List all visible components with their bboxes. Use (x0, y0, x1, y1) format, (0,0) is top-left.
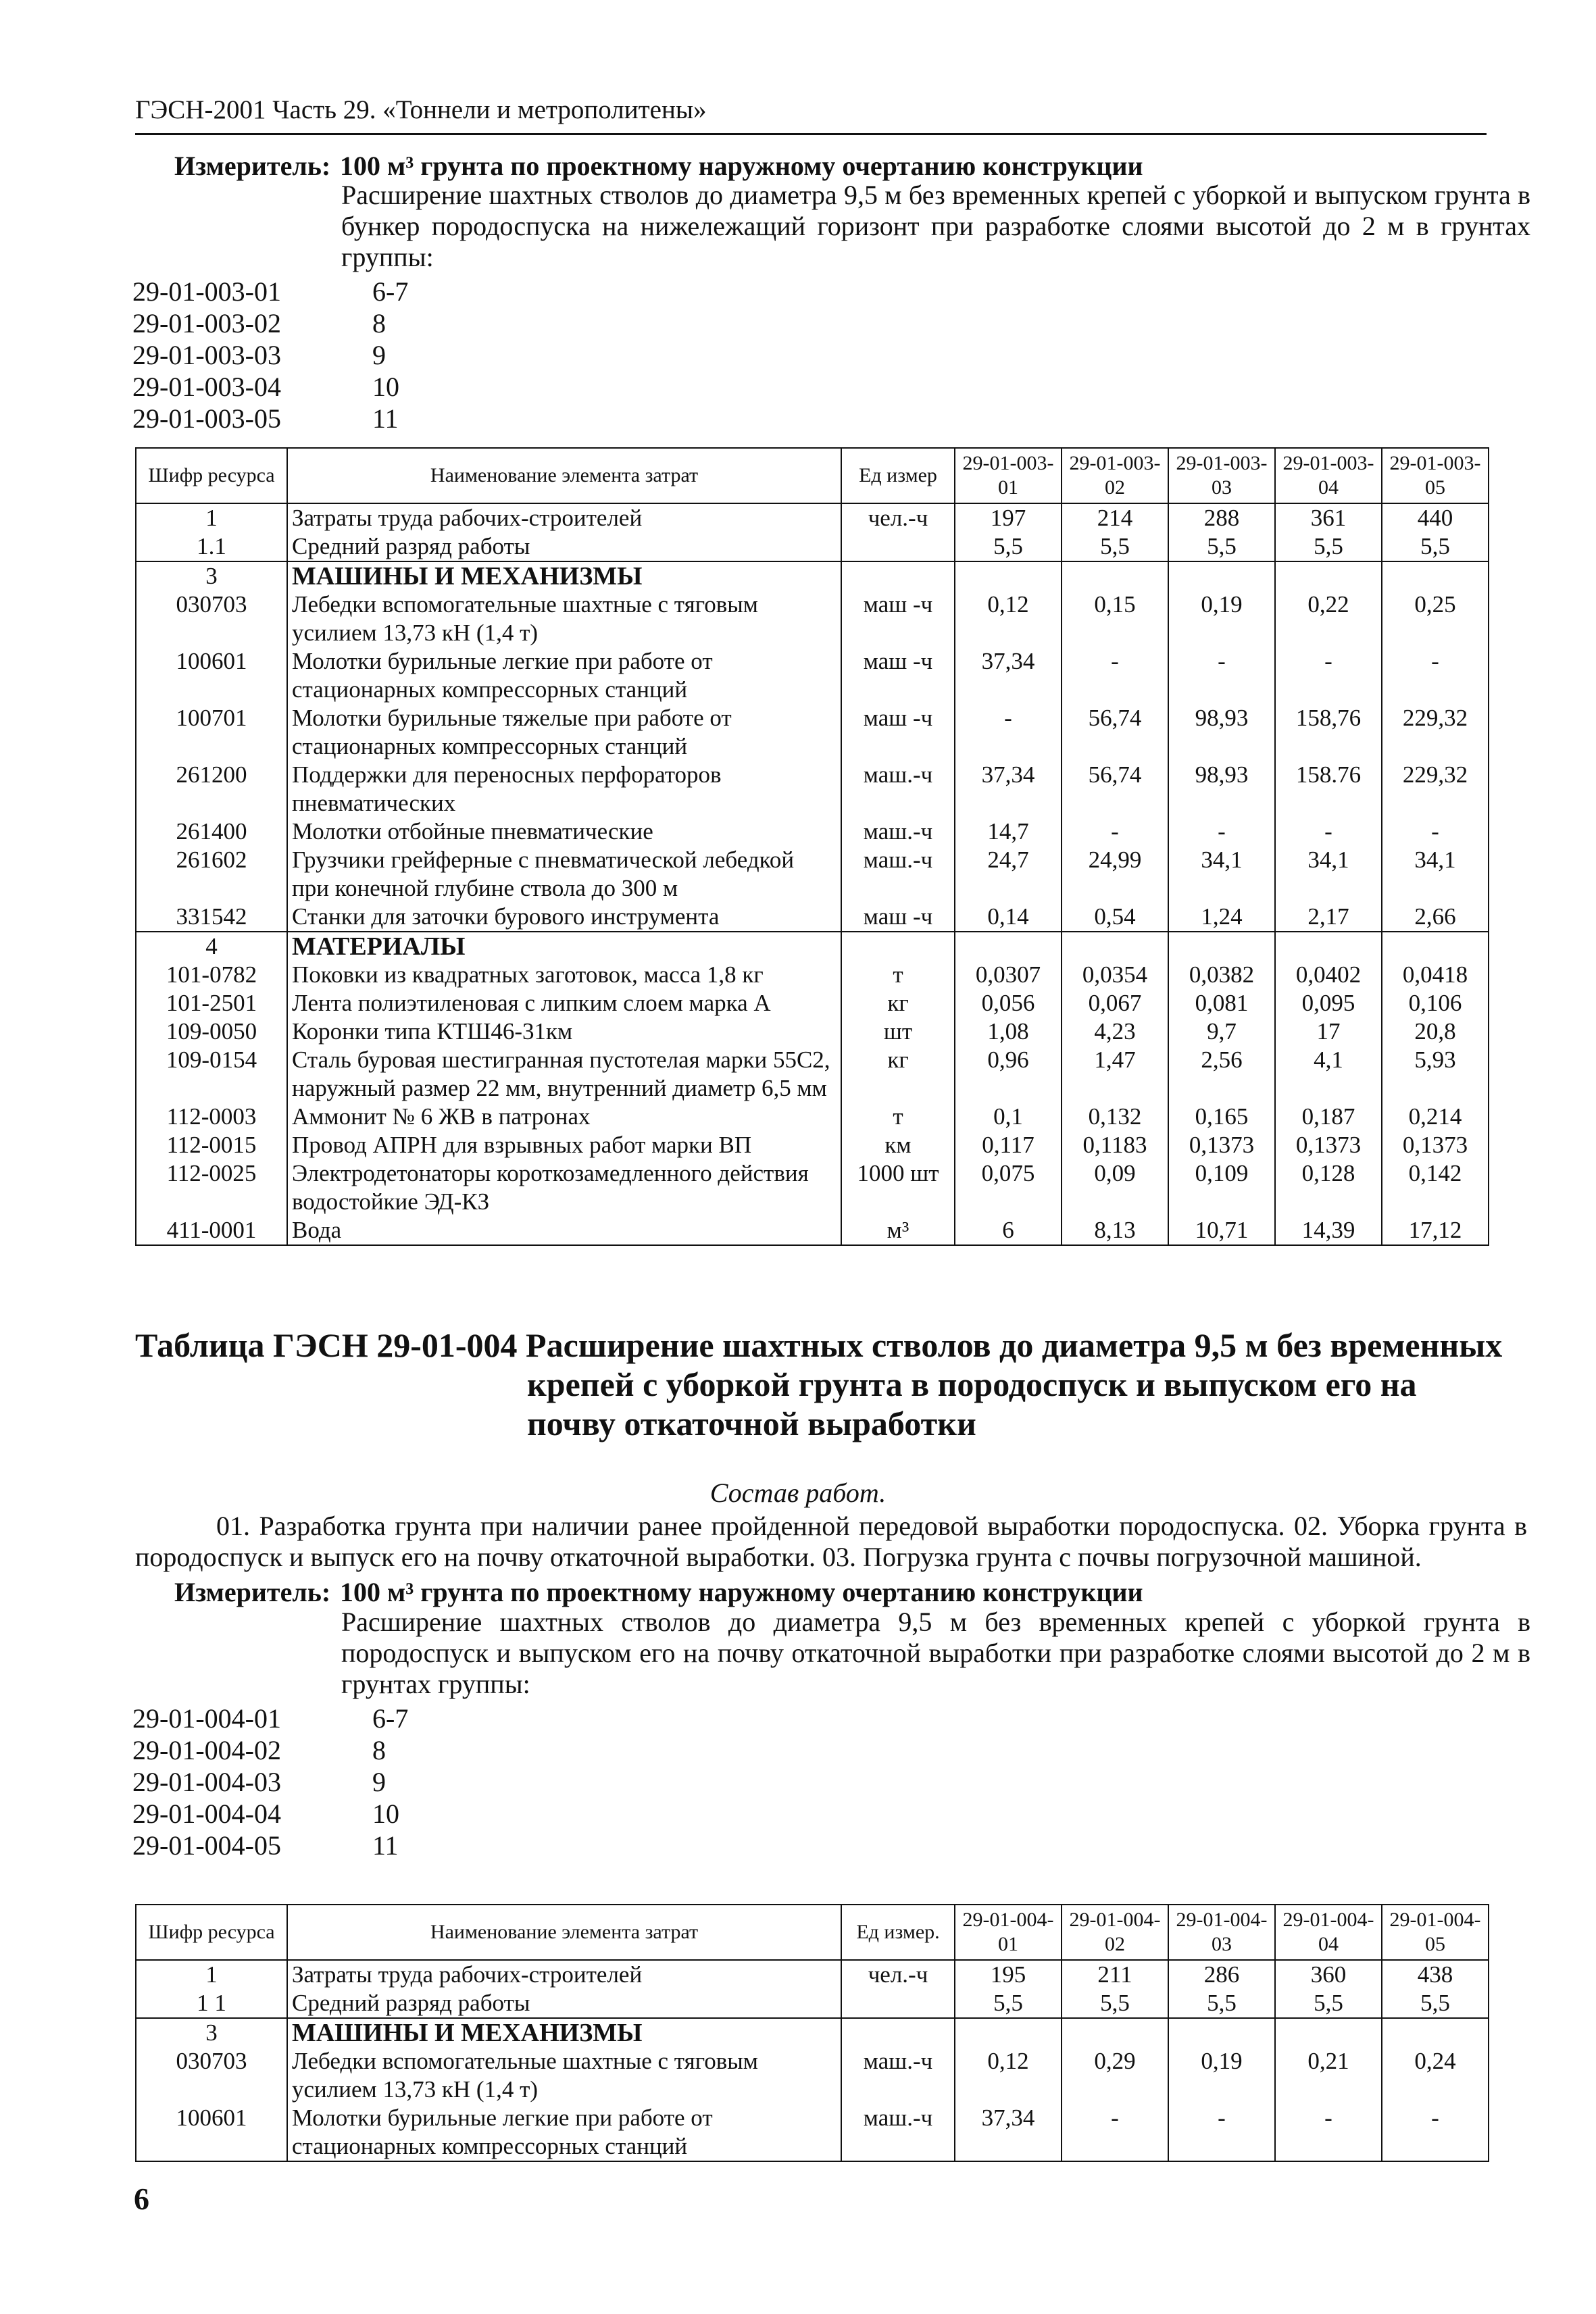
code-row: 29-01-003-04 10 (132, 372, 399, 402)
cell-code: 101-0782 (136, 961, 287, 989)
cell-value: - (1062, 2104, 1168, 2161)
table-row (136, 961, 1489, 989)
cell-name: Грузчики грейферные с пневматической лебедкой при конечной глубине ствола до 300 м (287, 846, 841, 903)
resource-table-2 (135, 1904, 1489, 2162)
cell-value: 0,0307 (955, 961, 1062, 989)
cell-value: 0,1373 (1168, 1131, 1275, 1159)
cell-code: 100601 (136, 647, 287, 704)
cell-name: Лебедки вспомогательные шахтные с тяговым усилием 13,73 кН (1,4 т) (287, 2047, 841, 2104)
code-row: 29-01-004-04 10 (132, 1799, 399, 1829)
cell-name: МАШИНЫ И МЕХАНИЗМЫ (287, 561, 841, 590)
cell-value (1382, 561, 1489, 590)
cell-unit: кг (841, 989, 955, 1017)
cell-value: 0,1373 (1275, 1131, 1382, 1159)
cell-value: 0,0354 (1062, 961, 1168, 989)
header-col: 29-01-003-04 (1275, 448, 1382, 503)
cell-unit: маш.-ч (841, 761, 955, 818)
code-row: 29-01-004-05 11 (132, 1830, 399, 1861)
cell-name: Провод АПРН для взрывных работ марки ВП (287, 1131, 841, 1159)
cell-value: 56,74 (1062, 761, 1168, 818)
cell-code: 1 1 (136, 1989, 287, 2018)
cell-name: МАТЕРИАЛЫ (287, 932, 841, 961)
code-row: 29-01-003-03 9 (132, 340, 386, 370)
cell-value: 98,93 (1168, 761, 1275, 818)
cell-value: - (1275, 2104, 1382, 2161)
measure-text: 100 м³ грунта по проектному наружному очертанию конструкции (340, 151, 1143, 181)
cell-value: 17,12 (1382, 1216, 1489, 1245)
cell-value: - (1168, 818, 1275, 846)
cell-value: 214 (1062, 503, 1168, 532)
cell-code: 100701 (136, 704, 287, 761)
table-row (136, 989, 1489, 1017)
cell-unit (841, 2018, 955, 2047)
cell-code: 261400 (136, 818, 287, 846)
cell-value: 0,96 (955, 1046, 1062, 1103)
cell-name: Сталь буровая шестигранная пустотелая марки 55С2, наружный размер 22 мм, внутренний диаметр 6,5 мм (287, 1046, 841, 1103)
cell-name: Молотки отбойные пневматические (287, 818, 841, 846)
cell-value: 0,187 (1275, 1103, 1382, 1131)
table-row (136, 590, 1489, 647)
cell-value: 8,13 (1062, 1216, 1168, 1245)
cell-name: Молотки бурильные легкие при работе от стационарных компрессорных станций (287, 2104, 841, 2161)
cell-unit: маш.-ч (841, 2047, 955, 2104)
cell-value: 24,99 (1062, 846, 1168, 903)
cell-value: 0,0402 (1275, 961, 1382, 989)
cell-value: 34,1 (1168, 846, 1275, 903)
cell-unit: маш -ч (841, 704, 955, 761)
cell-code: 3 (136, 2018, 287, 2047)
cell-unit: км (841, 1131, 955, 1159)
cell-value: 5,5 (1062, 1989, 1168, 2018)
cell-name: Поковки из квадратных заготовок, масса 1,8 кг (287, 961, 841, 989)
table-title-line-1: Таблица ГЭСН 29-01-004 Расширение шахтных стволов до диаметра 9,5 м без временных (135, 1326, 1503, 1364)
cell-value: - (1382, 2104, 1489, 2161)
cell-value: 211 (1062, 1960, 1168, 1989)
cell-unit (841, 532, 955, 561)
measure-line-2 (174, 1576, 1458, 1608)
code-list-1 (132, 276, 408, 434)
cell-unit: кг (841, 1046, 955, 1103)
table-title-line-2: крепей с уборкой грунта в породоспуск и выпуском его на почву откаточной выработки (527, 1365, 1417, 1442)
cell-value: 9,7 (1168, 1017, 1275, 1046)
cell-value (1382, 932, 1489, 961)
cell-value: 0,081 (1168, 989, 1275, 1017)
page-number: 6 (134, 2182, 149, 2216)
cell-code: 1 (136, 1960, 287, 1989)
cell-code: 109-0050 (136, 1017, 287, 1046)
cell-value: 0,109 (1168, 1159, 1275, 1216)
cell-value (955, 932, 1062, 961)
header-unit: Ед измер (841, 448, 955, 503)
cell-value: 20,8 (1382, 1017, 1489, 1046)
cell-value: 1,24 (1168, 903, 1275, 932)
cell-value: 2,66 (1382, 903, 1489, 932)
cell-value: 0,165 (1168, 1103, 1275, 1131)
cell-value: 0,19 (1168, 590, 1275, 647)
cell-value: 37,34 (955, 2104, 1062, 2161)
cell-name: Станки для заточки бурового инструмента (287, 903, 841, 932)
cell-code: 411-0001 (136, 1216, 287, 1245)
cell-unit: маш.-ч (841, 846, 955, 903)
cell-value: 0,106 (1382, 989, 1489, 1017)
cell-code: 4 (136, 932, 287, 961)
cell-unit: маш -ч (841, 647, 955, 704)
cell-value: 24,7 (955, 846, 1062, 903)
cell-value: - (1382, 647, 1489, 704)
cell-value: 37,34 (955, 647, 1062, 704)
table-row (136, 2104, 1489, 2161)
cell-value: 438 (1382, 1960, 1489, 1989)
cell-value: 17 (1275, 1017, 1382, 1046)
code-row: 29-01-004-02 8 (132, 1735, 386, 1765)
cell-value: 360 (1275, 1960, 1382, 1989)
code-row: 29-01-004-03 9 (132, 1767, 386, 1797)
table-row (136, 818, 1489, 846)
composition-text: 01. Разработка грунта при наличии ранее пройденной передовой выработки породоспуска. 02. Уборка грунта в породоспуск и выпуск его на почву откаточной выработки. 03. Погрузка грунта с почвы погрузочной машиной. (135, 1511, 1527, 1572)
cell-value (955, 561, 1062, 590)
table-row (136, 761, 1489, 818)
cell-code: 1 (136, 503, 287, 532)
table-row (136, 1046, 1489, 1103)
cell-value: 1,08 (955, 1017, 1062, 1046)
cell-value (1275, 932, 1382, 961)
description-1: Расширение шахтных стволов до диаметра 9,5 м без временных крепей с уборкой и выпуском грунта в бункер породоспуска на нижележащий горизонт при разработке слоями высотой до 2 м в грунтах группы: (341, 180, 1530, 272)
cell-value: 1,47 (1062, 1046, 1168, 1103)
table-title (135, 1326, 1503, 1443)
cell-name: МАШИНЫ И МЕХАНИЗМЫ (287, 2018, 841, 2047)
cell-unit: чел.-ч (841, 503, 955, 532)
cell-value: 195 (955, 1960, 1062, 1989)
cell-value: 0,132 (1062, 1103, 1168, 1131)
cell-code: 3 (136, 561, 287, 590)
cell-value (1275, 2018, 1382, 2047)
measure-line-1 (174, 150, 1458, 182)
cell-value: 0,15 (1062, 590, 1168, 647)
cell-name: Затраты труда рабочих-строителей (287, 503, 841, 532)
cell-value: 4,23 (1062, 1017, 1168, 1046)
cell-value: 0,0418 (1382, 961, 1489, 989)
cell-name: Средний разряд работы (287, 1989, 841, 2018)
table-row (136, 1159, 1489, 1216)
cell-value: 0,0382 (1168, 961, 1275, 989)
cell-value: 5,5 (1168, 532, 1275, 561)
cell-name: Лента полиэтиленовая с липким слоем марка А (287, 989, 841, 1017)
cell-value: - (1062, 818, 1168, 846)
cell-value: 0,19 (1168, 2047, 1275, 2104)
cell-code: 030703 (136, 2047, 287, 2104)
cell-value: 0,14 (955, 903, 1062, 932)
code-list-2 (132, 1703, 408, 1861)
cell-value (1168, 2018, 1275, 2047)
cell-value: 10,71 (1168, 1216, 1275, 1245)
cell-value: 34,1 (1382, 846, 1489, 903)
code-row: 29-01-004-01 6-7 (132, 1703, 409, 1734)
cell-value: 0,24 (1382, 2047, 1489, 2104)
cell-code: 1.1 (136, 532, 287, 561)
header-code: Шифр ресурса (136, 1905, 287, 1960)
cell-value: 361 (1275, 503, 1382, 532)
cell-code: 261602 (136, 846, 287, 903)
code-row: 29-01-003-02 8 (132, 308, 386, 338)
cell-value: 0,29 (1062, 2047, 1168, 2104)
cell-name: Электродетонаторы короткозамедленного действия водостойкие ЭД-КЗ (287, 1159, 841, 1216)
cell-value: 14,39 (1275, 1216, 1382, 1245)
cell-value: 2,17 (1275, 903, 1382, 932)
table-row (136, 532, 1489, 561)
cell-value: 37,34 (955, 761, 1062, 818)
cell-value: - (955, 704, 1062, 761)
cell-unit (841, 561, 955, 590)
header-name: Наименование элемента затрат (287, 448, 841, 503)
measure-text: 100 м³ грунта по проектному наружному очертанию конструкции (340, 1577, 1143, 1607)
cell-code: 112-0025 (136, 1159, 287, 1216)
header-col: 29-01-004-02 (1062, 1905, 1168, 1960)
cell-unit: шт (841, 1017, 955, 1046)
cell-unit: 1000 шт (841, 1159, 955, 1216)
cell-value: 98,93 (1168, 704, 1275, 761)
cell-value (1062, 932, 1168, 961)
cell-value (1275, 561, 1382, 590)
cell-value: 0,54 (1062, 903, 1168, 932)
cell-value: 286 (1168, 1960, 1275, 1989)
cell-value: 0,075 (955, 1159, 1062, 1216)
table-row (136, 1131, 1489, 1159)
cell-value: 14,7 (955, 818, 1062, 846)
cell-unit (841, 932, 955, 961)
cell-code: 030703 (136, 590, 287, 647)
cell-value: - (1382, 818, 1489, 846)
cell-value: 0,25 (1382, 590, 1489, 647)
cell-value: 5,5 (1382, 532, 1489, 561)
table-row (136, 1103, 1489, 1131)
cell-value: - (1062, 647, 1168, 704)
header-col: 29-01-003-02 (1062, 448, 1168, 503)
cell-name: Молотки бурильные легкие при работе от стационарных компрессорных станций (287, 647, 841, 704)
header-code: Шифр ресурса (136, 448, 287, 503)
header-col: 29-01-003-03 (1168, 448, 1275, 503)
cell-value: 0,21 (1275, 2047, 1382, 2104)
cell-name: Поддержки для переносных перфораторов пневматических (287, 761, 841, 818)
cell-value: 0,12 (955, 2047, 1062, 2104)
table-row (136, 1989, 1489, 2018)
cell-name: Лебедки вспомогательные шахтные с тяговым усилием 13,73 кН (1,4 т) (287, 590, 841, 647)
cell-value: 5,5 (1062, 532, 1168, 561)
header-col: 29-01-003-05 (1382, 448, 1489, 503)
cell-name: Затраты труда рабочих-строителей (287, 1960, 841, 1989)
table-row (136, 503, 1489, 532)
header-col: 29-01-004-01 (955, 1905, 1062, 1960)
cell-value: 0,1373 (1382, 1131, 1489, 1159)
table-row (136, 1216, 1489, 1245)
cell-value: - (1275, 647, 1382, 704)
code-row: 29-01-003-01 6-7 (132, 276, 409, 307)
cell-value: 0,09 (1062, 1159, 1168, 1216)
cell-value: 5,5 (1168, 1989, 1275, 2018)
cell-name: Молотки бурильные тяжелые при работе от стационарных компрессорных станций (287, 704, 841, 761)
table-row (136, 932, 1489, 961)
cell-value: 0,22 (1275, 590, 1382, 647)
cell-value: 0,128 (1275, 1159, 1382, 1216)
table-row (136, 903, 1489, 932)
cell-unit: м³ (841, 1216, 955, 1245)
description-2: Расширение шахтных стволов до диаметра 9,5 м без временных крепей с уборкой грунта в породоспуск и выпуском его на почву откаточной выработки при разработке слоями высотой до 2 м в грунтах группы: (341, 1607, 1530, 1699)
cell-value: 2,56 (1168, 1046, 1275, 1103)
cell-code: 101-2501 (136, 989, 287, 1017)
table-row (136, 846, 1489, 903)
cell-value: 5,5 (955, 532, 1062, 561)
cell-value: 158.76 (1275, 761, 1382, 818)
measure-label: Измеритель: (174, 151, 331, 181)
table-row (136, 2047, 1489, 2104)
measure-label: Измеритель: (174, 1577, 331, 1607)
cell-value: 5,5 (1382, 1989, 1489, 2018)
resource-table-1 (135, 447, 1489, 1246)
cell-value (1168, 932, 1275, 961)
running-head: ГЭСН-2001 Часть 29. «Тоннели и метрополитены» (135, 95, 707, 124)
cell-code: 100601 (136, 2104, 287, 2161)
header-col: 29-01-004-03 (1168, 1905, 1275, 1960)
cell-value: 197 (955, 503, 1062, 532)
cell-code: 331542 (136, 903, 287, 932)
cell-value: 229,32 (1382, 704, 1489, 761)
header-unit: Ед измер. (841, 1905, 955, 1960)
cell-code: 109-0154 (136, 1046, 287, 1103)
cell-value: 0,095 (1275, 989, 1382, 1017)
cell-unit: чел.-ч (841, 1960, 955, 1989)
cell-value: 5,5 (955, 1989, 1062, 2018)
cell-unit: маш.-ч (841, 818, 955, 846)
cell-value: 0,117 (955, 1131, 1062, 1159)
header-name: Наименование элемента затрат (287, 1905, 841, 1960)
cell-value: - (1168, 2104, 1275, 2161)
table-row (136, 704, 1489, 761)
cell-value (1062, 561, 1168, 590)
composition-heading: Состав работ. (709, 1478, 887, 1508)
cell-value (1168, 561, 1275, 590)
cell-code: 112-0003 (136, 1103, 287, 1131)
cell-unit: т (841, 961, 955, 989)
cell-value: 6 (955, 1216, 1062, 1245)
cell-value: - (1275, 818, 1382, 846)
header-col: 29-01-003-01 (955, 448, 1062, 503)
cell-value: 288 (1168, 503, 1275, 532)
table-row (136, 561, 1489, 590)
cell-unit: маш -ч (841, 590, 955, 647)
cell-value: - (1168, 647, 1275, 704)
cell-unit: маш -ч (841, 903, 955, 932)
cell-value: 5,93 (1382, 1046, 1489, 1103)
cell-name: Средний разряд работы (287, 532, 841, 561)
table-row (136, 1017, 1489, 1046)
cell-code: 261200 (136, 761, 287, 818)
cell-value (1382, 2018, 1489, 2047)
cell-value: 4,1 (1275, 1046, 1382, 1103)
cell-unit (841, 1989, 955, 2018)
cell-value: 0,12 (955, 590, 1062, 647)
cell-value: 5,5 (1275, 532, 1382, 561)
cell-unit: маш.-ч (841, 2104, 955, 2161)
cell-value: 0,214 (1382, 1103, 1489, 1131)
cell-value (1062, 2018, 1168, 2047)
cell-value: 0,142 (1382, 1159, 1489, 1216)
cell-value: 5,5 (1275, 1989, 1382, 2018)
code-row: 29-01-003-05 11 (132, 403, 399, 434)
cell-value: 229,32 (1382, 761, 1489, 818)
table-row (136, 1960, 1489, 1989)
cell-value: 0,1 (955, 1103, 1062, 1131)
cell-value (955, 2018, 1062, 2047)
cell-code: 112-0015 (136, 1131, 287, 1159)
header-col: 29-01-004-05 (1382, 1905, 1489, 1960)
cell-value: 0,056 (955, 989, 1062, 1017)
cell-name: Вода (287, 1216, 841, 1245)
header-rule (135, 133, 1487, 135)
cell-name: Аммонит № 6 ЖВ в патронах (287, 1103, 841, 1131)
cell-value: 440 (1382, 503, 1489, 532)
cell-name: Коронки типа КТШ46-31км (287, 1017, 841, 1046)
header-col: 29-01-004-04 (1275, 1905, 1382, 1960)
cell-value: 158,76 (1275, 704, 1382, 761)
cell-value: 0,1183 (1062, 1131, 1168, 1159)
table-row (136, 647, 1489, 704)
table-row (136, 2018, 1489, 2047)
cell-value: 34,1 (1275, 846, 1382, 903)
cell-unit: т (841, 1103, 955, 1131)
cell-value: 0,067 (1062, 989, 1168, 1017)
cell-value: 56,74 (1062, 704, 1168, 761)
